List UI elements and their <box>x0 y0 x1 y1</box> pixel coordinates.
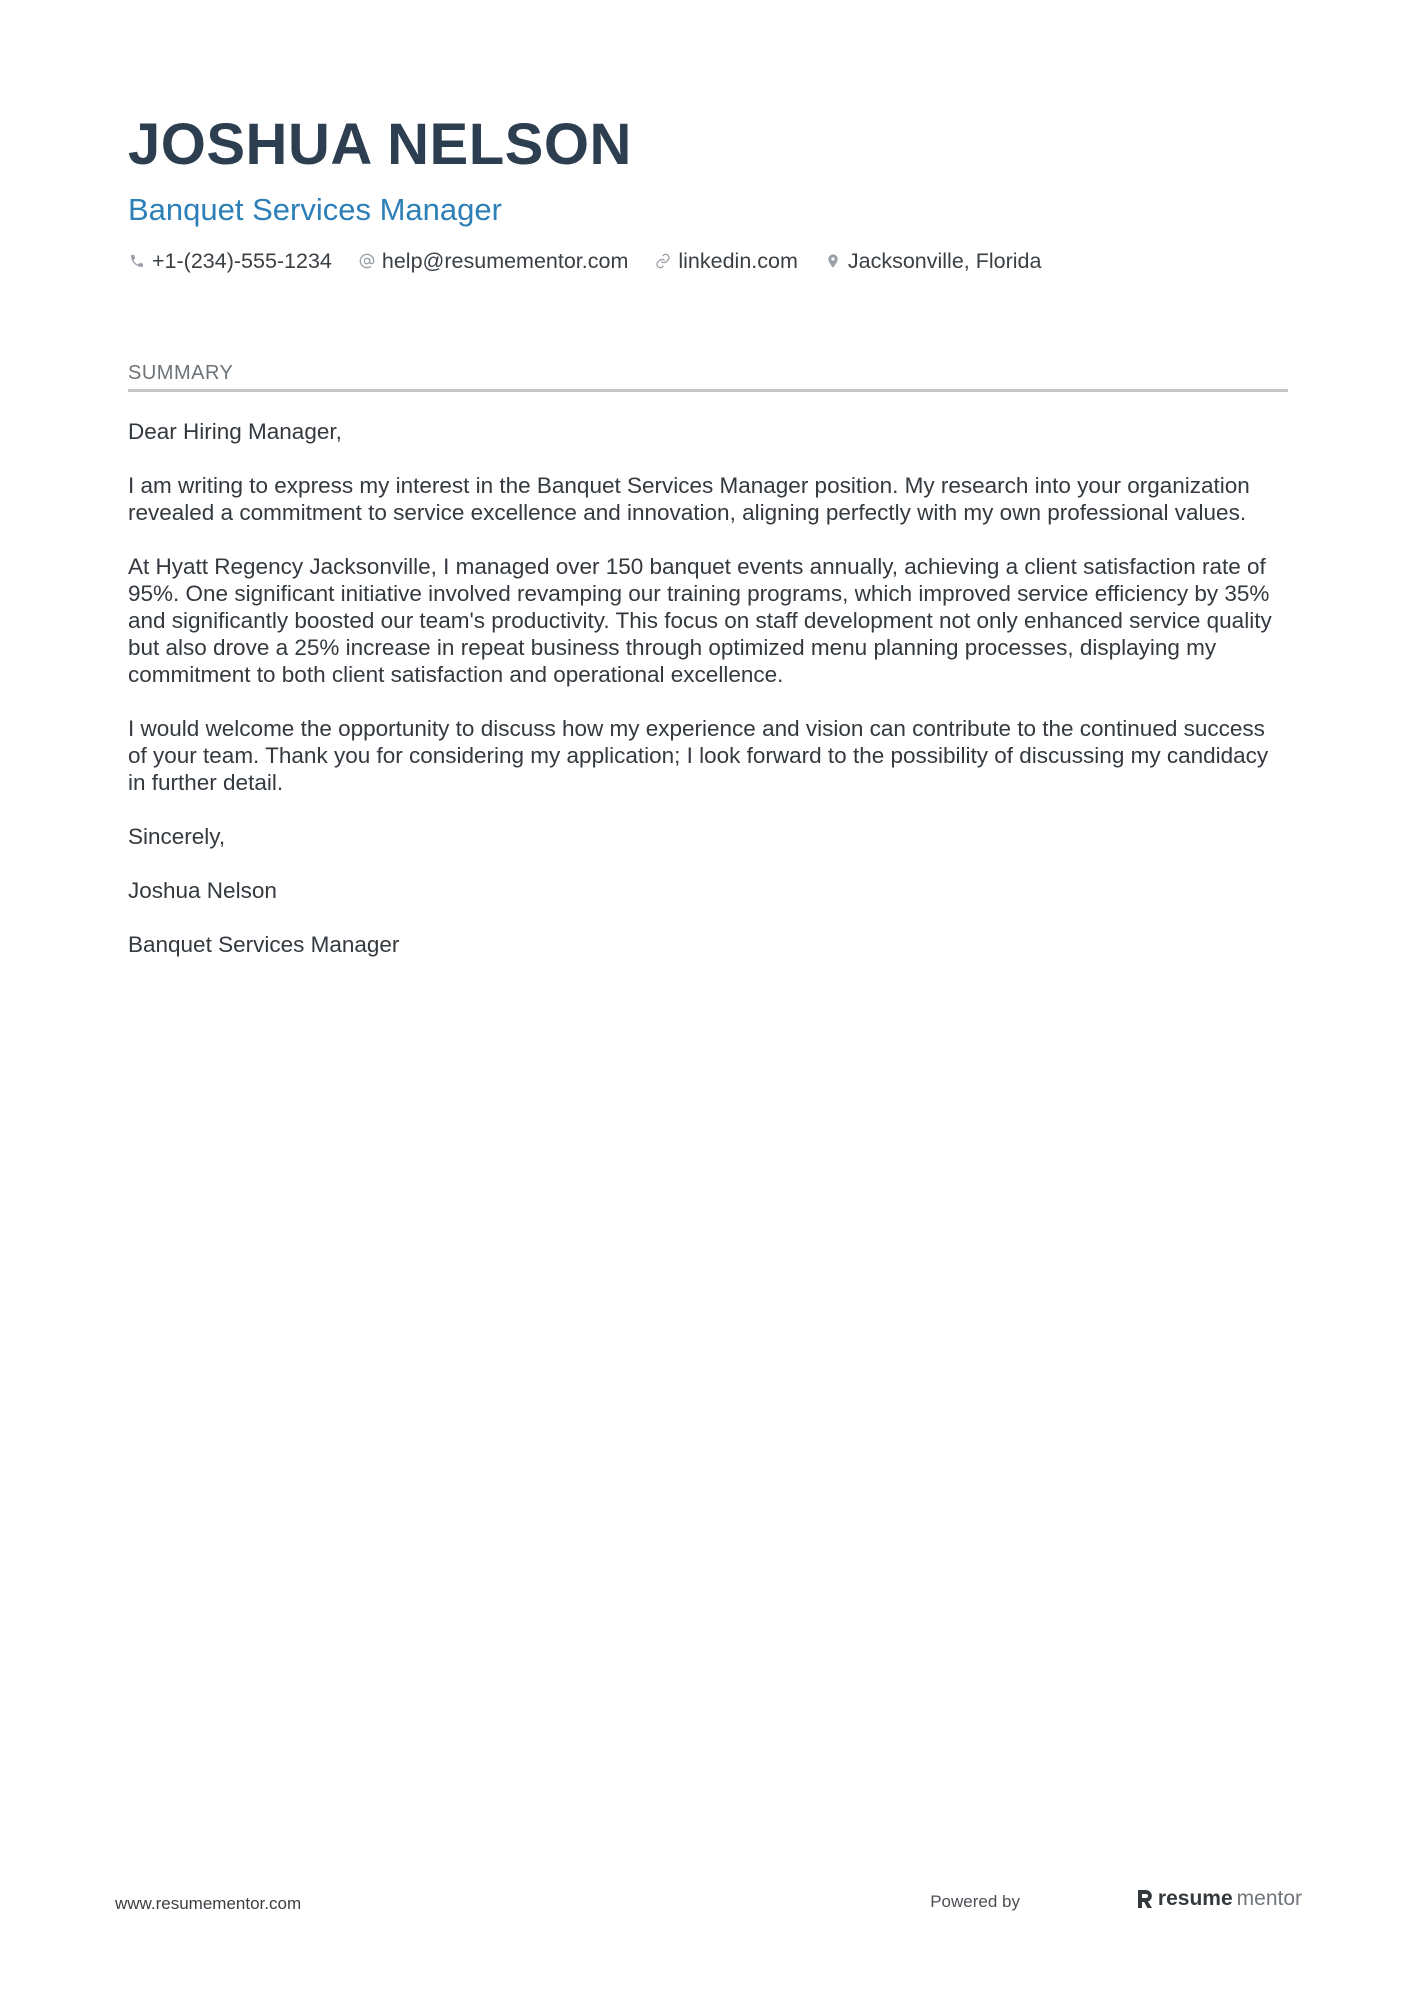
closing-salutation: Sincerely, <box>128 824 226 849</box>
candidate-name: JOSHUA NELSON <box>128 112 632 177</box>
contact-bar <box>128 246 1288 276</box>
linkedin-text: linkedin.com <box>678 249 798 273</box>
phone-text: +1-(234)-555-1234 <box>152 249 332 273</box>
resumementor-logo-icon <box>1136 1888 1154 1910</box>
powered-by-label: Powered by <box>930 1892 1020 1911</box>
footer-url[interactable]: www.resumementor.com <box>115 1894 302 1913</box>
section-heading: SUMMARY <box>128 360 1288 392</box>
phone-icon <box>128 252 146 270</box>
header <box>128 110 1288 276</box>
contact-location <box>824 246 1042 276</box>
summary-section <box>128 360 1288 985</box>
paragraph-closing: I would welcome the opportunity to discuss how my experience and vision can contribute to the continued success of your team. Thank you for considering my application; I look forward to the possibility of discussing my candidacy in further detail. <box>128 716 1269 795</box>
letter-body <box>128 418 1288 958</box>
brand-text-light: mentor <box>1236 1887 1302 1910</box>
signature-name: Joshua Nelson <box>128 878 277 903</box>
at-icon <box>358 252 376 270</box>
email-text: help@resumementor.com <box>381 249 629 273</box>
contact-linkedin <box>654 246 798 276</box>
contact-phone <box>128 246 332 276</box>
brand-text-bold: resume <box>1157 1887 1233 1910</box>
greeting: Dear Hiring Manager, <box>128 419 342 444</box>
signature-title: Banquet Services Manager <box>128 932 400 957</box>
footer <box>0 1880 1410 1920</box>
link-icon <box>654 252 672 270</box>
job-title: Banquet Services Manager <box>128 192 502 227</box>
contact-email <box>358 246 628 276</box>
paragraph-experience: At Hyatt Regency Jacksonville, I managed over 150 banquet events annually, achieving a client satisfaction rate of 95%. One significant initiative involved revamping our training programs, which improved service efficiency by 35% and significantly boosted our team's productivity. This focus on staff development not only enhanced service quality but also drove a 25% increase in repeat business through optimized menu planning processes, displaying my commitment to both client satisfaction and operational excellence. <box>128 554 1272 687</box>
location-pin-icon <box>824 252 842 270</box>
brand-logo[interactable] <box>1136 1887 1302 1911</box>
paragraph-intro: I am writing to express my interest in the Banquet Services Manager position. My research into your organization revealed a commitment to service excellence and innovation, aligning perfectly with my own professional values. <box>128 473 1250 525</box>
location-text: Jacksonville, Florida <box>847 249 1042 273</box>
